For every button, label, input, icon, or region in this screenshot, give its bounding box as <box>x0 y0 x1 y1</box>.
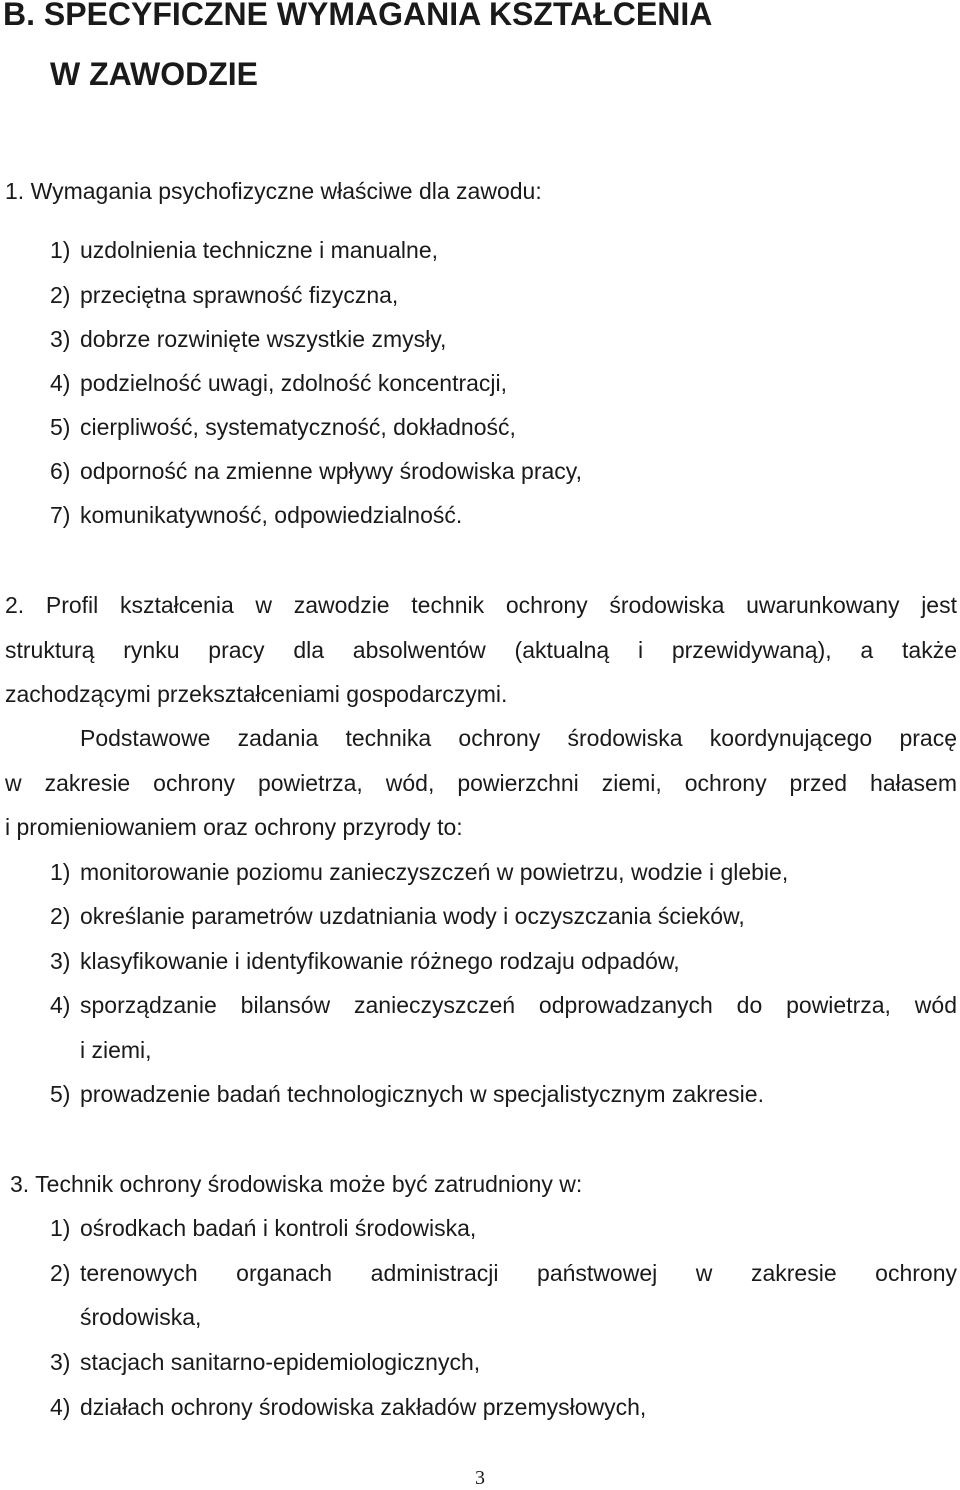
list-item-number: 3) <box>50 948 71 974</box>
list-item <box>50 370 507 397</box>
tasks-intro-line: Podstawowe zadania technika ochrony środowiska koordynującego pracę <box>80 725 957 751</box>
list-item-number: 6) <box>50 458 71 484</box>
list-item-text: działach ochrony środowiska zakładów przemysłowych, <box>80 1394 647 1420</box>
list-item-number: 5) <box>50 1081 71 1107</box>
list-item <box>50 903 745 930</box>
list-item-text: terenowych organach administracji państwowej w zakresie ochrony <box>80 1260 957 1286</box>
list-item-text: określanie parametrów uzdatniania wody i oczyszczania ścieków, <box>80 903 745 929</box>
list-item <box>50 948 680 975</box>
list-item-number: 1) <box>50 1215 71 1241</box>
list-item-number: 3) <box>50 326 71 352</box>
list-item <box>50 859 788 886</box>
list-item-number: 4) <box>50 370 71 396</box>
list-item-text: podzielność uwagi, zdolność koncentracji, <box>80 370 508 396</box>
list-item-number: 2) <box>50 282 71 308</box>
list-item-text: prowadzenie badań technologicznych w specjalistycznym zakresie. <box>80 1081 764 1107</box>
section-1-title: 1. Wymagania psychofizyczne właściwe dla zawodu: <box>5 178 542 204</box>
list-item <box>50 237 438 264</box>
list-item-number: 4) <box>50 992 71 1018</box>
tasks-intro-line: w zakresie ochrony powietrza, wód, powierzchni ziemi, ochrony przed hałasem <box>5 770 957 796</box>
section-2-paragraph-line: strukturą rynku pracy dla absolwentów (aktualną i przewidywaną), a także <box>5 637 957 663</box>
list-item-text: odporność na zmienne wpływy środowiska pracy, <box>80 458 582 484</box>
chapter-title: B. SPECYFICZNE WYMAGANIA KSZTAŁCENIA <box>3 0 713 32</box>
list-item-number: 7) <box>50 502 71 528</box>
page-number: 3 <box>475 1467 485 1489</box>
list-item <box>50 1215 476 1242</box>
list-item-number: 2) <box>50 1260 71 1286</box>
list-item <box>50 1081 764 1108</box>
list-item-number: 3) <box>50 1349 71 1375</box>
list-item-text-continued: i ziemi, <box>80 1037 152 1063</box>
list-item-text: stacjach sanitarno-epidemiologicznych, <box>80 1349 481 1375</box>
section-2-paragraph-line: 2. Profil kształcenia w zawodzie technik ochrony środowiska uwarunkowany jest <box>5 592 957 618</box>
list-item-number: 1) <box>50 859 71 885</box>
list-item <box>50 1349 480 1376</box>
list-item-number: 5) <box>50 414 71 440</box>
list-item <box>50 326 446 353</box>
list-item-text: przeciętna sprawność fizyczna, <box>80 282 399 308</box>
list-item <box>50 1394 646 1421</box>
list-item-text: komunikatywność, odpowiedzialność. <box>80 502 463 528</box>
list-item-text: klasyfikowanie i identyfikowanie różnego rodzaju odpadów, <box>80 948 680 974</box>
list-item <box>50 992 957 1019</box>
list-item-text: monitorowanie poziomu zanieczyszczeń w powietrzu, wodzie i glebie, <box>80 859 789 885</box>
list-item-number: 4) <box>50 1394 71 1420</box>
list-item-text-continued: środowiska, <box>80 1304 202 1330</box>
section-2-paragraph-line: zachodzącymi przekształceniami gospodarczymi. <box>5 681 508 707</box>
list-item <box>50 502 462 529</box>
section-3-title: 3. Technik ochrony środowiska może być zatrudniony w: <box>10 1171 583 1197</box>
list-item <box>50 282 398 309</box>
tasks-intro-line: i promieniowaniem oraz ochrony przyrody to: <box>5 814 463 840</box>
list-item-number: 2) <box>50 903 71 929</box>
list-item-text: uzdolnienia techniczne i manualne, <box>80 237 439 263</box>
list-item <box>50 1260 957 1287</box>
list-item-text: cierpliwość, systematyczność, dokładność, <box>80 414 516 440</box>
list-item-number: 1) <box>50 237 71 263</box>
list-item-text: dobrze rozwinięte wszystkie zmysły, <box>80 326 447 352</box>
list-item-text: sporządzanie bilansów zanieczyszczeń odprowadzanych do powietrza, wód <box>80 992 957 1018</box>
chapter-title-continued: W ZAWODZIE <box>50 56 258 92</box>
list-item <box>50 458 582 485</box>
list-item-text: ośrodkach badań i kontroli środowiska, <box>80 1215 477 1241</box>
list-item <box>50 414 516 441</box>
